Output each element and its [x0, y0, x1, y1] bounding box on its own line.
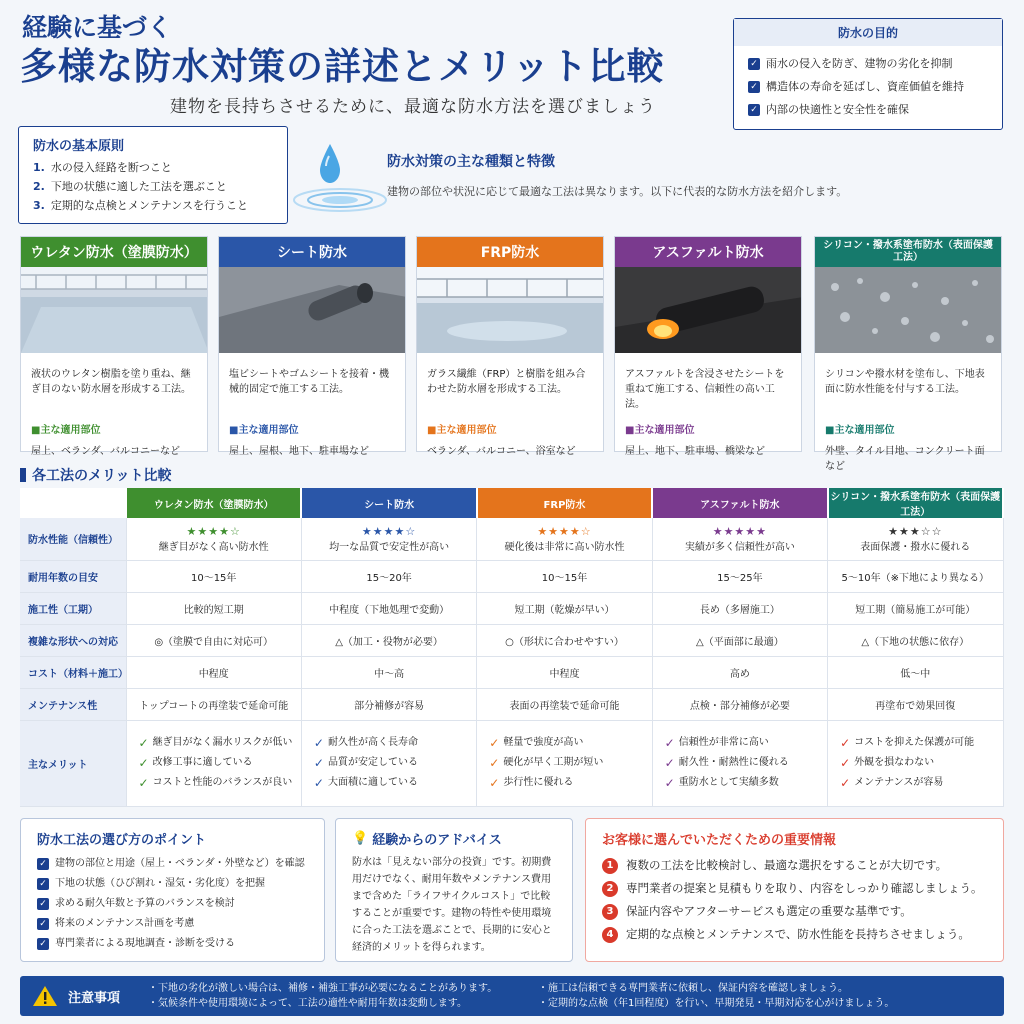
- caution-label: 注意事項: [68, 990, 121, 1006]
- check-icon: ✓: [489, 736, 500, 750]
- advice-text: 防水は「見えない部分の投資」です。初期費用だけでなく、耐用年数やメンテナンス費用まで含めた「ライフサイクルコスト」で比較することが重要です。建物の特性や使用環境に合った工法を選ぶことで、長期的に安心と経済的メリットを得られます。: [352, 857, 552, 953]
- purpose-item: ✓ 構造体の寿命を延ばし、資産価値を維持: [748, 75, 988, 98]
- important-item: 1 複数の工法を比較検討し、最適な選択をすることが大切です。: [602, 854, 987, 877]
- lightbulb-icon: 💡: [352, 831, 369, 846]
- table-row: [20, 518, 1003, 560]
- advice-title: 経験からのアドバイス: [372, 833, 502, 848]
- card-parts: 屋上、地下、駐車場、橋梁など: [625, 446, 765, 457]
- table-row: [20, 592, 1003, 624]
- basics-item: 1. 水の侵入経路を断つこと: [33, 161, 172, 174]
- card-asphalt: [614, 236, 802, 457]
- rooftop-photo: [21, 267, 207, 353]
- card-parts: 屋上、屋根、地下、駐車場など: [229, 446, 369, 457]
- checkbox-icon: ✓: [37, 918, 49, 930]
- row-header: 耐用年数の目安: [20, 560, 126, 592]
- merits-cell: ✓ 信頼性が非常に高い ✓ 耐久性・耐熱性に優れる ✓ 重防水として実績多数: [652, 720, 827, 806]
- card-desc: 塩ビシートやゴムシートを接着・機械的固定で施工する工法。: [229, 369, 389, 395]
- sheet-roll-photo: [219, 267, 405, 353]
- check-icon: ✓: [313, 756, 324, 770]
- rating-stars: ★★★★★: [712, 524, 768, 538]
- column-header: アスファルト防水: [652, 488, 827, 518]
- comparison-title: 各工法のメリット比較: [20, 465, 171, 485]
- basics-title: 防水の基本原則: [33, 139, 125, 154]
- purpose-title: 防水の目的: [734, 19, 1002, 46]
- row-header: 主なメリット: [20, 720, 126, 806]
- water-drop-icon: [290, 138, 390, 218]
- checkbox-icon: ✓: [37, 898, 49, 910]
- table-cell: 15〜25年: [652, 560, 827, 592]
- check-icon: ✓: [664, 736, 675, 750]
- card-sub: ■主な適用部位: [825, 425, 895, 436]
- row-header: メンテナンス性: [20, 688, 126, 720]
- basics-item: 2. 下地の状態に適した工法を選ぶこと: [33, 180, 227, 193]
- check-icon: ✓: [138, 736, 149, 750]
- points-item: ✓ 建物の部位と用途（屋上・ベランダ・外壁など）を確認: [37, 854, 308, 874]
- table-row: [20, 720, 1003, 806]
- column-header: ウレタン防水（塗膜防水）: [126, 488, 301, 518]
- card-sub: ■主な適用部位: [229, 425, 299, 436]
- check-icon: ✓: [313, 736, 324, 750]
- check-icon: ✓: [138, 776, 149, 790]
- table-cell: トップコートの再塗装で延命可能: [126, 688, 301, 720]
- warning-icon: [32, 985, 58, 1007]
- card-desc: ガラス繊維（FRP）と樹脂を組み合わせた防水層を形成する工法。: [427, 369, 586, 395]
- checkbox-icon: ✓: [37, 858, 49, 870]
- basics-item: 3. 定期的な点検とメンテナンスを行うこと: [33, 199, 248, 212]
- card-parts: 屋上、ベランダ、バルコニーなど: [31, 446, 180, 457]
- checkbox-icon: ✓: [748, 104, 760, 116]
- advice-box: [335, 818, 573, 962]
- caution-right: ・施工は信頼できる専門業者に依頼し、保証内容を確認しましょう。 ・定期的な点検（年1回程度）を行い、早期発見・早期対応を心がけましょう。: [538, 983, 895, 1009]
- important-title: お客様に選んでいただくための重要情報: [602, 833, 837, 848]
- important-item: 4 定期的な点検とメンテナンスで、防水性能を長持ちさせましょう。: [602, 923, 987, 946]
- table-cell: △（下地の状態に依存）: [828, 624, 1003, 656]
- torch-asphalt-photo: [615, 267, 801, 353]
- card-sub: ■主な適用部位: [31, 425, 101, 436]
- rating-stars: ★★★★☆: [361, 524, 417, 538]
- rating-stars: ★★★★☆: [186, 524, 241, 538]
- points-item: ✓ 求める耐久年数と予算のバランスを検討: [37, 894, 308, 914]
- card-desc: シリコンや撥水材を塗布し、下地表面に防水性能を付与する工法。: [825, 369, 985, 395]
- table-cell: ★★★★☆ 継ぎ目がなく高い防水性: [126, 518, 301, 560]
- check-icon: ✓: [489, 776, 500, 790]
- column-header: FRP防水: [477, 488, 652, 518]
- check-icon: ✓: [138, 756, 149, 770]
- table-cell: △（平面部に最適）: [652, 624, 827, 656]
- table-cell: 部分補修が容易: [301, 688, 476, 720]
- checkbox-icon: ✓: [748, 58, 760, 70]
- check-icon: ✓: [840, 736, 851, 750]
- table-cell: ★★★★★ 実績が多く信頼性が高い: [652, 518, 827, 560]
- table-cell: 比較的短工期: [126, 592, 301, 624]
- check-icon: ✓: [664, 756, 675, 770]
- basics-box: [18, 126, 288, 224]
- card-sub: ■主な適用部位: [427, 425, 497, 436]
- card-title: FRP防水: [417, 237, 603, 267]
- merits-cell: ✓ 耐久性が高く長寿命 ✓ 品質が安定している ✓ 大面積に適している: [301, 720, 476, 806]
- table-cell: 10〜15年: [477, 560, 652, 592]
- section-marker: [20, 468, 26, 482]
- card-title: アスファルト防水: [615, 237, 801, 267]
- column-header: シート防水: [301, 488, 476, 518]
- checkbox-icon: ✓: [37, 938, 49, 950]
- check-icon: ✓: [840, 776, 851, 790]
- table-cell: △（加工・役物が必要）: [301, 624, 476, 656]
- merits-cell: ✓ コストを抑えた保護が可能 ✓ 外観を損なわない ✓ メンテナンスが容易: [828, 720, 1003, 806]
- row-header: コスト（材料＋施工）: [20, 656, 126, 688]
- row-header: 複雑な形状への対応: [20, 624, 126, 656]
- points-item: ✓ 専門業者による現地調査・診断を受ける: [37, 934, 308, 954]
- table-cell: 低〜中: [828, 656, 1003, 688]
- table-row: [20, 688, 1003, 720]
- water-beads-photo: [815, 267, 1001, 353]
- number-badge-icon: 1: [602, 858, 618, 874]
- card-sub: ■主な適用部位: [625, 425, 695, 436]
- card-desc: 液状のウレタン樹脂を塗り重ね、継ぎ目のない防水層を形成する工法。: [31, 369, 191, 395]
- table-row: [20, 624, 1003, 656]
- card-title: シリコン・撥水系塗布防水（表面保護工法）: [815, 237, 1001, 267]
- types-title: 防水対策の主な種類と特徴: [387, 154, 555, 170]
- table-cell: ★★★★☆ 均一な品質で安定性が高い: [301, 518, 476, 560]
- checkbox-icon: ✓: [37, 878, 49, 890]
- purpose-box: [733, 18, 1003, 130]
- row-header: 防水性能（信頼性）: [20, 518, 126, 560]
- table-cell: 短工期（簡易施工が可能）: [828, 592, 1003, 624]
- page-kicker: 経験に基づく: [22, 13, 173, 42]
- table-cell: ★★★☆☆ 表面保護・撥水に優れる: [828, 518, 1003, 560]
- table-cell: 短工期（乾燥が早い）: [477, 592, 652, 624]
- page-subtitle: 建物を長持ちさせるために、最適な防水方法を選びましょう: [170, 97, 656, 117]
- table-cell: 中程度: [126, 656, 301, 688]
- number-badge-icon: 2: [602, 881, 618, 897]
- check-icon: ✓: [489, 756, 500, 770]
- points-item: ✓ 将来のメンテナンス計画を考慮: [37, 914, 308, 934]
- check-icon: ✓: [313, 776, 324, 790]
- purpose-item: ✓ 内部の快適性と安全性を確保: [748, 98, 988, 121]
- rating-stars: ★★★★☆: [537, 524, 592, 538]
- table-cell: 10〜15年: [126, 560, 301, 592]
- table-row: [20, 560, 1003, 592]
- merits-cell: ✓ 継ぎ目がなく漏水リスクが低い ✓ 改修工事に適している ✓ コストと性能のバランスが良い: [126, 720, 301, 806]
- rating-stars: ★★★☆☆: [888, 524, 943, 538]
- table-cell: 再塗布で効果回復: [828, 688, 1003, 720]
- card-parts: 外壁、タイル目地、コンクリート面など: [825, 446, 985, 472]
- card-desc: アスファルトを含浸させたシートを重ねて施工する、信頼性の高い工法。: [625, 369, 785, 410]
- card-frp: [416, 236, 604, 457]
- column-header: シリコン・撥水系塗布防水（表面保護工法）: [828, 488, 1003, 518]
- merits-cell: ✓ 軽量で強度が高い ✓ 硬化が早く工期が短い ✓ 歩行性に優れる: [477, 720, 652, 806]
- number-badge-icon: 4: [602, 927, 618, 943]
- purpose-item: ✓ 雨水の侵入を防ぎ、建物の劣化を抑制: [748, 52, 988, 75]
- row-header: 施工性（工期）: [20, 592, 126, 624]
- check-icon: ✓: [664, 776, 675, 790]
- number-badge-icon: 3: [602, 904, 618, 920]
- card-silicone: [814, 236, 1002, 472]
- points-item: ✓ 下地の状態（ひび割れ・湿気・劣化度）を把握: [37, 874, 308, 894]
- table-row: [20, 656, 1003, 688]
- important-item: 2 専門業者の提案と見積もりを取り、内容をしっかり確認しましょう。: [602, 877, 987, 900]
- table-cell: 中〜高: [301, 656, 476, 688]
- important-box: [585, 818, 1004, 962]
- card-title: シート防水: [219, 237, 405, 267]
- card-sheet: [218, 236, 406, 457]
- checkbox-icon: ✓: [748, 81, 760, 93]
- table-cell: 中程度: [477, 656, 652, 688]
- check-icon: ✓: [840, 756, 851, 770]
- card-title: ウレタン防水（塗膜防水）: [21, 237, 207, 267]
- important-item: 3 保証内容やアフターサービスも選定の重要な基準です。: [602, 900, 987, 923]
- page-title: 多様な防水対策の詳述とメリット比較: [20, 45, 665, 88]
- table-cell: 点検・部分補修が必要: [652, 688, 827, 720]
- table-cell: 15〜20年: [301, 560, 476, 592]
- table-cell: 高め: [652, 656, 827, 688]
- table-cell: 長め（多層施工）: [652, 592, 827, 624]
- table-header-row: [20, 488, 1003, 518]
- comparison-table: [20, 488, 1004, 807]
- card-parts: ベランダ、バルコニー、浴室など: [427, 446, 576, 457]
- table-cell: ★★★★☆ 硬化後は非常に高い防水性: [477, 518, 652, 560]
- types-desc: 建物の部位や状況に応じて最適な工法は異なります。以下に代表的な防水方法を紹介します。: [387, 185, 848, 198]
- table-cell: 中程度（下地処理で変動）: [301, 592, 476, 624]
- caution-bar: [20, 976, 1004, 1016]
- balcony-photo: [417, 267, 603, 353]
- table-cell: 5〜10年（※下地により異なる）: [828, 560, 1003, 592]
- card-urethane: [20, 236, 208, 457]
- table-cell: 表面の再塗装で延命可能: [477, 688, 652, 720]
- points-title: 防水工法の選び方のポイント: [37, 833, 207, 848]
- caution-left: ・下地の劣化が激しい場合は、補修・補強工事が必要になることがあります。 ・気候条件や使用環境によって、工法の適性や耐用年数は変動します。: [148, 983, 498, 1009]
- table-cell: ◎（塗膜で自由に対応可）: [126, 624, 301, 656]
- selection-points-box: [20, 818, 325, 962]
- table-cell: ○（形状に合わせやすい）: [477, 624, 652, 656]
